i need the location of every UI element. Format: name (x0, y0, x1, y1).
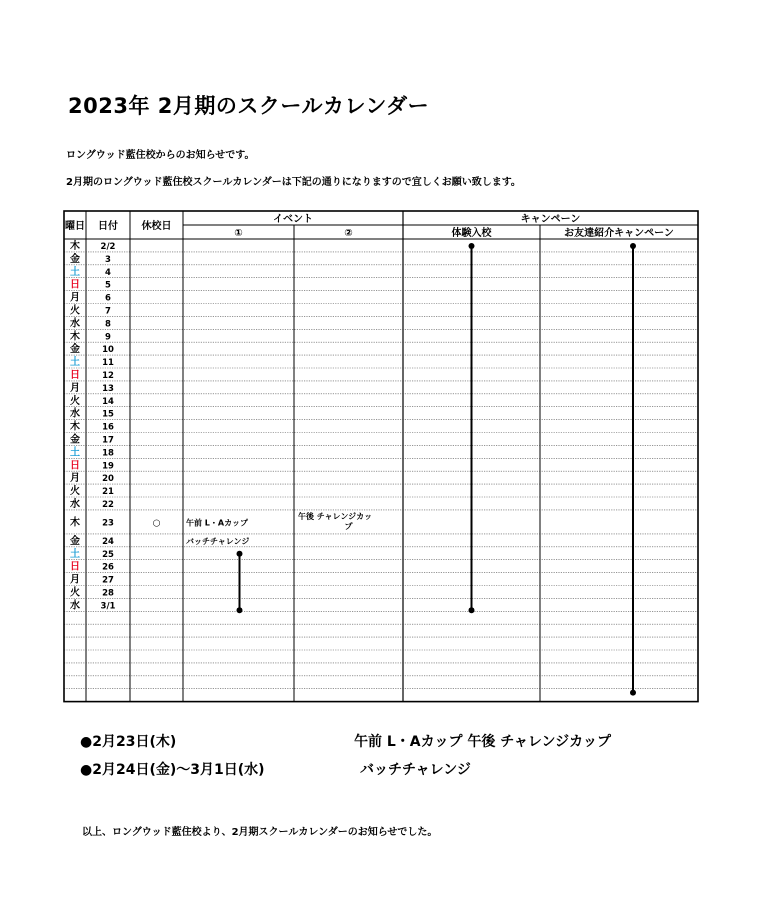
cell-date: 18 (102, 448, 114, 459)
cell-date: 7 (105, 306, 111, 317)
cell-date: 4 (105, 267, 111, 278)
cell-weekday: 月 (70, 292, 80, 304)
cell-weekday: 土 (70, 357, 80, 369)
header-campaign-1: 体験入校 (451, 228, 492, 239)
header-event-2: ② (344, 228, 353, 239)
header-weekday: 曜日 (65, 221, 85, 232)
cell-event-1: 午前 L・Aカップ (186, 518, 248, 528)
note-date-2: ●2月24日(金)～3月1日(水) (80, 762, 265, 778)
cell-weekday: 水 (70, 600, 80, 612)
cell-date: 11 (102, 358, 114, 369)
note-date-1: ●2月23日(木) (80, 734, 177, 750)
header-event: イベント (273, 214, 313, 225)
closing-text: 以上、ロングウッド藍住校より、2月期スクールカレンダーのお知らせでした。 (82, 827, 438, 838)
cell-date: 28 (102, 588, 114, 599)
cell-date: 20 (102, 474, 114, 485)
cell-weekday: 木 (70, 331, 80, 343)
cell-weekday: 日 (70, 460, 80, 472)
cell-date: 2/2 (100, 241, 116, 252)
cell-date: 6 (105, 293, 111, 304)
cell-date: 9 (105, 332, 111, 343)
cell-weekday: 土 (70, 266, 80, 278)
cell-weekday: 火 (70, 486, 80, 498)
page-title: 2023年 2月期のスクールカレンダー (68, 94, 430, 118)
cell-date: 17 (102, 435, 114, 446)
period-bar-start (237, 551, 243, 557)
cell-date: 12 (102, 370, 114, 381)
cell-weekday: 土 (70, 447, 80, 459)
cell-date: 14 (102, 396, 114, 407)
cell-weekday: 金 (70, 344, 80, 356)
cell-weekday: 金 (70, 253, 80, 265)
cell-weekday: 火 (70, 305, 80, 317)
header-event-1: ① (234, 228, 243, 239)
cell-date: 5 (105, 280, 111, 291)
cell-weekday: 日 (70, 369, 80, 381)
table-frame (64, 211, 698, 702)
cell-date: 22 (102, 499, 114, 510)
period-bar-end (630, 690, 636, 696)
cell-weekday: 水 (70, 498, 80, 510)
cell-date: 24 (102, 536, 114, 547)
cell-date: 3 (105, 254, 111, 265)
cell-weekday: 水 (70, 408, 80, 420)
cell-date: 23 (102, 518, 114, 529)
cell-weekday: 火 (70, 587, 80, 599)
cell-event-2: プ (344, 521, 353, 531)
cell-event-2: 午後 チャレンジカッ (298, 511, 373, 521)
period-bar-start (630, 243, 636, 249)
cell-event-1: バッチチャレンジ (186, 536, 250, 546)
cell-date: 10 (102, 345, 114, 356)
cell-weekday: 火 (70, 395, 80, 407)
cell-weekday: 日 (70, 561, 80, 573)
cell-weekday: 金 (70, 535, 80, 547)
cell-date: 15 (102, 409, 114, 420)
period-bar-end (469, 607, 475, 613)
cell-holiday: ○ (152, 518, 161, 529)
cell-weekday: 木 (70, 517, 80, 529)
cell-weekday: 木 (70, 240, 80, 252)
cell-weekday: 土 (70, 548, 80, 560)
cell-date: 26 (102, 562, 114, 573)
cell-weekday: 木 (70, 421, 80, 433)
period-bar-start (469, 243, 475, 249)
cell-date: 13 (102, 383, 114, 394)
cell-weekday: 水 (70, 318, 80, 330)
cell-date: 27 (102, 575, 114, 586)
cell-date: 19 (102, 461, 114, 472)
cell-weekday: 日 (70, 279, 80, 291)
header-campaign-2: お友達紹介キャンペーン (564, 228, 674, 239)
note-text-2: バッチチャレンジ (360, 762, 471, 778)
cell-date: 16 (102, 422, 114, 433)
header-holiday: 休校日 (141, 221, 172, 232)
cell-date: 25 (102, 549, 114, 560)
period-bar-end (237, 607, 243, 613)
cell-date: 8 (105, 319, 111, 330)
header-date: 日付 (98, 221, 118, 232)
cell-weekday: 月 (70, 382, 80, 394)
cell-date: 3/1 (100, 601, 116, 612)
intro-line-2: 2月期のロングウッド藍住校スクールカレンダーは下記の通りになりますので宜しくお願い致します。 (66, 177, 521, 188)
note-text-1: 午前 L・Aカップ 午後 チャレンジカップ (354, 734, 611, 750)
cell-weekday: 金 (70, 434, 80, 446)
intro-line-1: ロングウッド藍住校からのお知らせです。 (66, 150, 255, 161)
cell-weekday: 月 (70, 574, 80, 586)
cell-weekday: 月 (70, 473, 80, 485)
header-campaign: キャンペーン (520, 214, 581, 225)
cell-date: 21 (102, 487, 114, 498)
